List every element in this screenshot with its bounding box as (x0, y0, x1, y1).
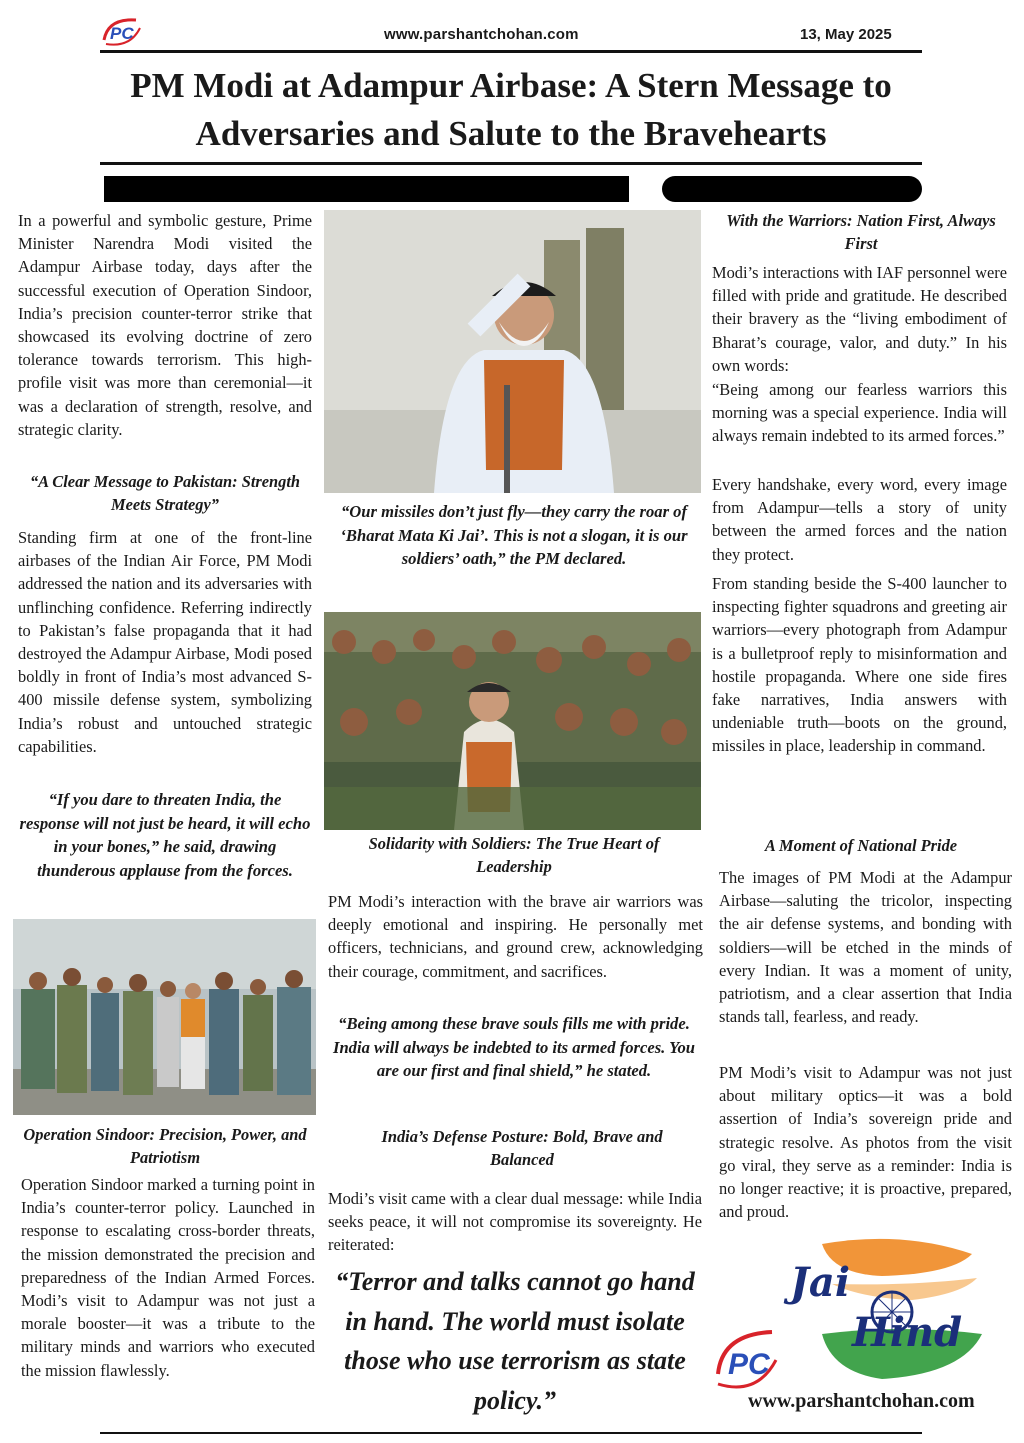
footer-url[interactable]: www.parshantchohan.com (748, 1390, 975, 1412)
hind-text: Hind (852, 1309, 963, 1356)
quote-fearless-warriors: “Being among our fearless warriors this morning was a special experience. India will always remain indebted to its armed forces.” (712, 380, 1007, 446)
photo-pm-with-soldiers (324, 612, 701, 830)
paragraph-with-warriors: Modi’s interactions with IAF personnel were filled with pride and gratitude. He described their bravery as the “living embodiment of Bharat’s courage, valor, and duty.” In his own words: (712, 263, 1007, 375)
footer-logo-text: PC (728, 1348, 770, 1381)
subheading-operation-sindoor: Operation Sindoor: Precision, Power, and Patriotism (23, 1125, 307, 1168)
site-logo-text: PC (110, 24, 134, 43)
paragraph-s400: From standing beside the S-400 launcher to inspecting fighter squadrons and greeting air warriors—every photograph from Adampur is a bulletproof reply to misinformation and hostile propaganda. Where one side fires fake narratives, India answers with undeniable truth—boots on the ground, missiles in place, leadership in command. (712, 574, 1007, 756)
paragraph-operation-sindoor: Operation Sindoor marked a turning point in India’s counter-terror policy. Launched in response to escalating cross-border threats, the mission demonstrated the precision and preparedness of the Indian Armed Forces. Modi’s visit to Adampur was not just a morale booster—it was a tribute to the military minds and warriors who executed the mission flawlessly. (21, 1175, 315, 1380)
publish-date: 13, May 2025 (800, 26, 892, 43)
subheading-solidarity: Solidarity with Soldiers: The True Heart of Leadership (368, 834, 660, 877)
photo-soldiers-group (13, 919, 316, 1115)
jai-hind-graphic (712, 1234, 1012, 1394)
headline-rule (100, 162, 922, 165)
site-logo[interactable] (100, 14, 144, 48)
paragraph-clear-message: Standing firm at one of the front-line airbases of the Indian Air Force, PM Modi addressed the nation and its adversaries with unflinching confidence. Referring indirectly to Pakistan’s false propaganda that it had destroyed the Adampur Airbase, Modi posed boldly in front of India’s most advanced S-400 missile defense system, symbolizing India’s robust and untouched strategic capabilities. (18, 528, 312, 756)
header-rule (100, 50, 922, 53)
site-url[interactable]: www.parshantchohan.com (384, 26, 579, 43)
redaction-bar-right (662, 176, 922, 202)
redaction-bar-left (104, 176, 629, 202)
subheading-national-pride: A Moment of National Pride (764, 836, 958, 855)
subheading-defense-posture: India’s Defense Posture: Bold, Brave and Balanced (381, 1127, 663, 1170)
paragraph-visit-conclusion: PM Modi’s visit to Adampur was not just about military optics—it was a bold assertion of India’s sovereign pride and strategic resolve. As photos from the visit go viral, they serve as a reminder: India is no longer reactive; it is proactive, prepared, and proud. (719, 1063, 1012, 1222)
paragraph-defense-posture: Modi’s visit came with a clear dual message: while India seeks peace, it will not compromise its sovereignty. He reiterated: (328, 1189, 702, 1255)
paragraph-solidarity: PM Modi’s interaction with the brave air warriors was deeply emotional and inspiring. He personally met officers, technicians, and ground crew, acknowledging their courage, commitment, and sacrifices. (328, 892, 703, 981)
subheading-with-warriors: With the Warriors: Nation First, Always First (726, 211, 996, 254)
paragraph-national-pride: The images of PM Modi at the Adampur Airbase—saluting the tricolor, inspecting the air defense systems, and bonding with soldiers—will be etched in the minds of every Indian. It was a moment of unity, patriotism, and a clear assertion that India stands tall, fearless, and ready. (719, 868, 1012, 1027)
footer-rule (100, 1432, 922, 1434)
intro-paragraph: In a powerful and symbolic gesture, Prime Minister Narendra Modi visited the Adampur Airbase today, days after the successful execution of Operation Sindoor, India’s precision counter-terror strike that showcased its evolving doctrine of zero tolerance towards terrorism. This high-profile visit was more than ceremonial—it was a declaration of strength, resolve, and strategic clarity. (18, 211, 312, 439)
photo-pm-salute (324, 210, 701, 493)
paragraph-every-handshake: Every handshake, every word, every image from Adampur—tells a story of unity between the armed forces and the nation they protect. (712, 475, 1007, 564)
quote-threaten-india: “If you dare to threaten India, the response will not just be heard, it will echo in your bones,” he said, drawing thunderous applause from the forces. (19, 790, 311, 880)
footer-logo (718, 1332, 776, 1387)
subheading-clear-message: “A Clear Message to Pakistan: Strength Meets Strategy” (29, 472, 301, 515)
headline: PM Modi at Adampur Airbase: A Stern Message to Adversaries and Salute to the Bravehearts (130, 66, 892, 153)
quote-terror-and-talks: “Terror and talks cannot go hand in hand. The world must isolate those who use terrorism as state policy.” (335, 1267, 695, 1415)
quote-missiles: “Our missiles don’t just fly—they carry the roar of ‘Bharat Mata Ki Jai’. This is not a slogan, it is our soldiers’ oath,” the PM declared. (340, 502, 688, 569)
quote-brave-souls: “Being among these brave souls fills me with pride. India will always be indebted to its armed forces. You are our first and final shield,” he stated. (333, 1014, 695, 1081)
jai-text: Jai (790, 1259, 851, 1306)
